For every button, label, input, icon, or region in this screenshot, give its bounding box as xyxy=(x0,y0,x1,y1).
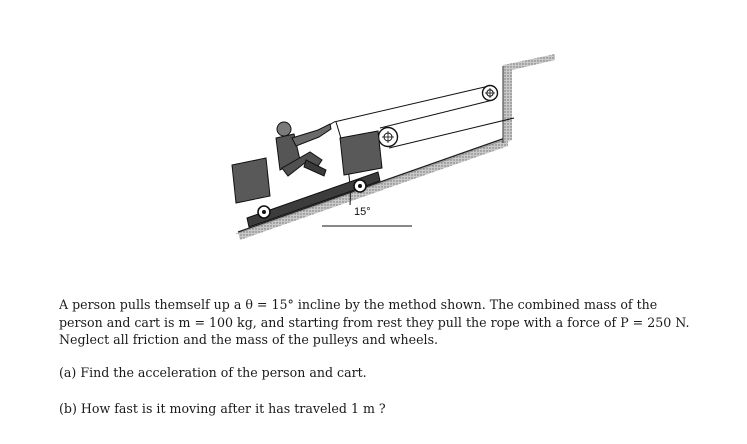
cart-wheel-front xyxy=(354,180,366,192)
question-part-b: (b) How fast is it moving after it has traveled 1 m ? xyxy=(59,401,386,416)
angle-label: 15° xyxy=(354,206,371,218)
angle-indicator xyxy=(322,206,412,226)
lower-pulley xyxy=(379,128,398,147)
question-part-a: (a) Find the acceleration of the person and cart. xyxy=(59,365,367,380)
upper-pulley xyxy=(483,86,498,101)
person xyxy=(276,122,331,176)
cart-wheel-rear xyxy=(258,206,270,218)
problem-statement: A person pulls themself up a θ = 15° incline by the method shown. The combined mass of the person and cart is m = 100 kg, and starting from rest they pull the rope with a force of P = 250 N. Neglect all friction and the mass of the pulleys and wheels. xyxy=(59,297,690,347)
end-wall xyxy=(503,54,555,143)
